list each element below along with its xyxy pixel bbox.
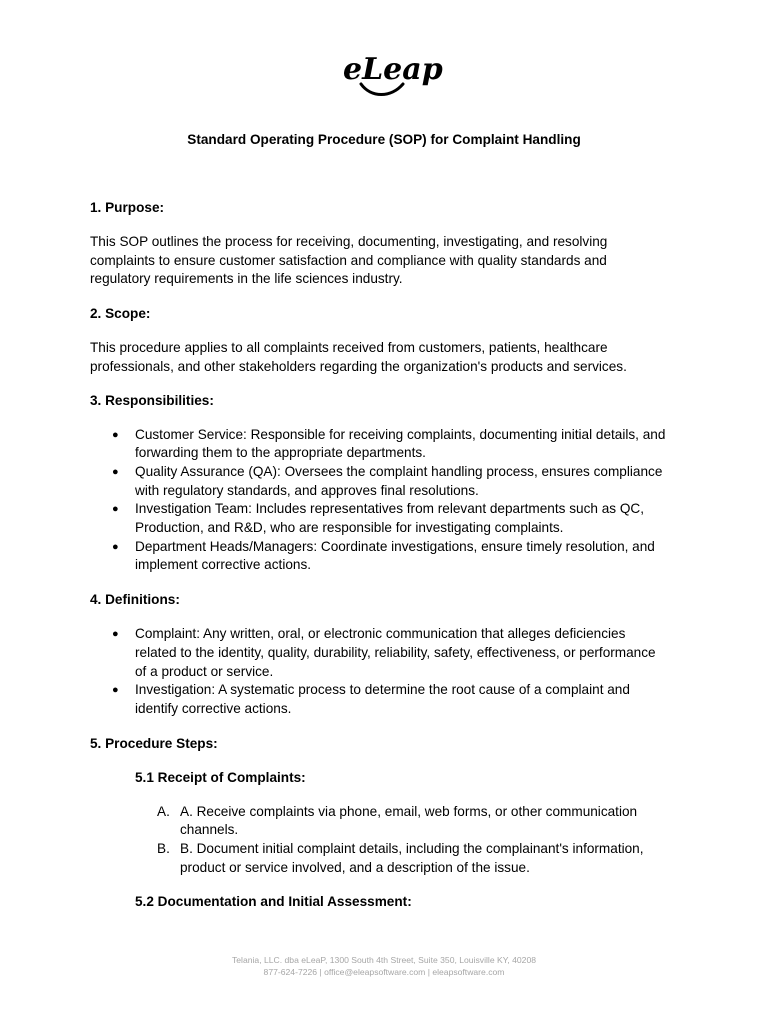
list-item-line: of a product or service. bbox=[135, 663, 274, 679]
eleap-logo-mark bbox=[339, 48, 443, 100]
list-item bbox=[90, 463, 690, 500]
eleap-logo bbox=[0, 48, 768, 105]
list-item-line: channels. bbox=[180, 822, 239, 838]
footer-address: Telania, LLC. dba eLeaP, 1300 South 4th Street, Suite 350, Louisville KY, 40208 bbox=[231, 955, 537, 965]
list-item-line: Customer Service: Responsible for receiving complaints, documenting initial details, and bbox=[135, 426, 666, 442]
list-item bbox=[90, 538, 690, 575]
responsibilities-list bbox=[90, 426, 690, 576]
receipt-steps-list bbox=[135, 803, 690, 878]
purpose-line: complaints to ensure customer satisfaction and compliance with quality standards and bbox=[90, 252, 607, 268]
list-item-line: implement corrective actions. bbox=[135, 557, 312, 573]
list-item bbox=[90, 426, 690, 463]
document-body bbox=[90, 199, 690, 911]
bullet-icon: ● bbox=[112, 465, 119, 478]
list-item-line: Quality Assurance (QA): Oversees the complaint handling process, ensures compliance bbox=[135, 463, 663, 479]
subsection-heading: 5.2 Documentation and Initial Assessment: bbox=[135, 894, 412, 910]
list-item-line: Production, and R&D, who are responsible for investigating complaints. bbox=[135, 520, 564, 536]
scope-text bbox=[90, 339, 690, 376]
list-item-line: with regulatory standards, and approves final resolutions. bbox=[135, 482, 479, 498]
definitions-heading: 4. Definitions: bbox=[90, 592, 180, 608]
list-item bbox=[90, 500, 690, 537]
bullet-icon: ● bbox=[112, 540, 119, 553]
list-item-line: product or service involved, and a description of the issue. bbox=[180, 859, 530, 875]
list-item-line: identify corrective actions. bbox=[135, 700, 292, 716]
bullet-icon: ● bbox=[112, 628, 119, 641]
footer-contact: 877-624-7226 | office@eleapsoftware.com | eleapsoftware.com bbox=[263, 966, 505, 977]
bullet-icon: ● bbox=[112, 503, 119, 516]
list-item-line: Department Heads/Managers: Coordinate investigations, ensure timely resolution, and bbox=[135, 538, 655, 554]
document-title: Standard Operating Procedure (SOP) for Complaint Handling bbox=[187, 132, 581, 147]
list-item-line: A. Receive complaints via phone, email, web forms, or other communication bbox=[180, 803, 638, 819]
list-item bbox=[135, 803, 690, 840]
purpose-line: regulatory requirements in the life sciences industry. bbox=[90, 271, 403, 287]
subsection-heading: 5.1 Receipt of Complaints: bbox=[135, 769, 306, 785]
purpose-heading: 1. Purpose: bbox=[90, 200, 165, 215]
procedure-heading: 5. Procedure Steps: bbox=[90, 735, 218, 751]
list-item-line: B. Document initial complaint details, including the complainant's information, bbox=[180, 841, 644, 857]
list-item-line: Complaint: Any written, oral, or electronic communication that alleges deficiencies bbox=[135, 626, 626, 642]
list-item bbox=[90, 625, 690, 681]
scope-line: professionals, and other stakeholders regarding the organization's products and services. bbox=[90, 358, 627, 374]
purpose-line: This SOP outlines the process for receiving, documenting, investigating, and resolving bbox=[90, 234, 608, 249]
list-marker: B. bbox=[157, 841, 170, 857]
purpose-text bbox=[90, 233, 690, 289]
procedure-subsection-5-1 bbox=[135, 769, 690, 912]
responsibilities-heading: 3. Responsibilities: bbox=[90, 392, 214, 408]
list-item-line: related to the identity, quality, durability, reliability, safety, effectiveness, or performance bbox=[135, 644, 656, 660]
scope-heading: 2. Scope: bbox=[90, 306, 151, 322]
definitions-list bbox=[90, 625, 690, 719]
list-marker: A. bbox=[157, 803, 170, 819]
bullet-icon: ● bbox=[112, 684, 119, 697]
eleap-logo-text: eLeap bbox=[343, 52, 443, 87]
bullet-icon: ● bbox=[112, 428, 119, 441]
list-item-line: forwarding them to the appropriate departments. bbox=[135, 445, 426, 461]
list-item-line: Investigation Team: Includes representatives from relevant departments such as QC, bbox=[135, 501, 645, 517]
page-footer bbox=[0, 955, 768, 978]
scope-line: This procedure applies to all complaints received from customers, patients, healthcare bbox=[90, 340, 608, 356]
list-item bbox=[90, 681, 690, 718]
list-item-line: Investigation: A systematic process to determine the root cause of a complaint and bbox=[135, 682, 630, 698]
list-item bbox=[135, 840, 690, 877]
